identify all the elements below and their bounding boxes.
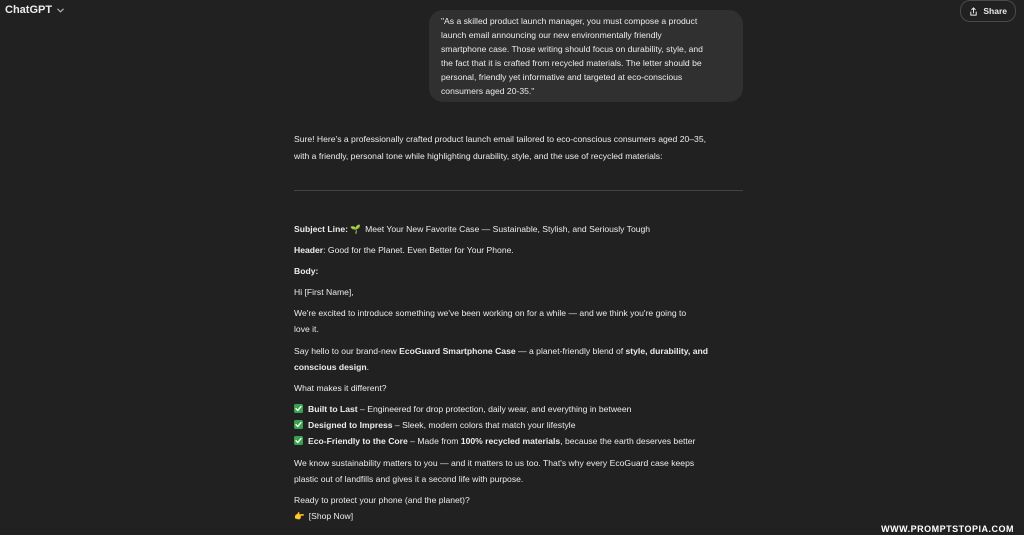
subject-label: Subject Line: <box>294 224 348 234</box>
check-icon <box>294 420 303 429</box>
paragraph-text <box>294 361 369 373</box>
bold-text: 100% recycled materials <box>460 436 561 446</box>
pointing-hand-icon: 👉 <box>294 511 305 521</box>
feature-title: Eco-Friendly to the Core <box>308 436 408 446</box>
user-message-line: "As a skilled product launch manager, you must compose a product <box>441 16 698 26</box>
user-message-line: smartphone case. Those writing should focus on durability, style, and <box>441 44 703 54</box>
paragraph-text: love it. <box>294 324 319 334</box>
subject-line <box>294 223 650 235</box>
user-message-bubble <box>429 10 743 102</box>
check-icon <box>294 436 303 445</box>
share-button[interactable] <box>960 0 1016 22</box>
check-icon <box>294 404 303 413</box>
chevron-down-icon <box>56 6 65 15</box>
text-span: . <box>366 362 369 372</box>
model-name: ChatGPT <box>5 4 53 16</box>
feature-title: Designed to Impress <box>308 420 393 430</box>
divider <box>294 190 743 191</box>
paragraph-text: We're excited to introduce something we've been working on for a while — and we think you're going to <box>294 308 687 318</box>
feature-text: – Made from <box>407 436 461 446</box>
feature-item <box>294 403 631 415</box>
feature-item <box>294 419 575 431</box>
intro-text: with a friendly, personal tone while highlighting durability, style, and the use of recycled materials: <box>294 151 663 161</box>
bold-text: conscious design <box>294 362 367 372</box>
feature-title: Built to Last <box>308 404 358 414</box>
paragraph-text <box>294 345 708 357</box>
user-message-line: consumers aged 20-35." <box>441 86 535 96</box>
email-header <box>294 244 514 256</box>
paragraph-text: We know sustainability matters to you — and it matters to us too. That's why every EcoGuard case keeps <box>294 458 695 468</box>
feature-text: – Engineered for drop protection, daily wear, and everything in between <box>357 404 632 414</box>
seedling-icon: 🌱 <box>350 224 362 234</box>
header-label: Header <box>294 245 324 255</box>
watermark: WWW.PROMPTSTOPIA.COM <box>881 524 1014 534</box>
feature-text: , because the earth deserves better <box>560 436 696 446</box>
body-label: Body: <box>294 266 319 276</box>
header-text: : Good for the Planet. Even Better for Your Phone. <box>323 245 514 255</box>
question-text: What makes it different? <box>294 383 387 393</box>
share-icon <box>969 7 978 16</box>
user-message-line: personal, friendly yet informative and targeted at eco-conscious <box>441 72 683 82</box>
feature-text: – Sleek, modern colors that match your lifestyle <box>392 420 576 430</box>
shop-now-link[interactable]: [Shop Now] <box>308 511 354 521</box>
paragraph-text: plastic out of landfills and gives it a second life with purpose. <box>294 474 524 484</box>
greeting: Hi [First Name], <box>294 287 354 297</box>
bold-text: style, durability, and <box>625 346 708 356</box>
text-span: Say hello to our brand-new <box>294 346 400 356</box>
intro-text: Sure! Here's a professionally crafted product launch email tailored to eco-conscious consumers aged 20–35, <box>294 134 706 144</box>
text-span: — a planet-friendly blend of <box>515 346 626 356</box>
cta-line <box>294 510 353 522</box>
user-message-line: the fact that it is crafted from recycled materials. The letter should be <box>441 58 702 68</box>
cta-question: Ready to protect your phone (and the planet)? <box>294 495 470 505</box>
subject-text: Meet Your New Favorite Case — Sustainable, Stylish, and Seriously Tough <box>365 224 651 234</box>
user-message-line: launch email announcing our new environmentally friendly <box>441 30 662 40</box>
model-picker[interactable] <box>5 4 65 16</box>
product-name: EcoGuard Smartphone Case <box>399 346 516 356</box>
feature-item <box>294 435 695 447</box>
share-label: Share <box>983 6 1007 16</box>
